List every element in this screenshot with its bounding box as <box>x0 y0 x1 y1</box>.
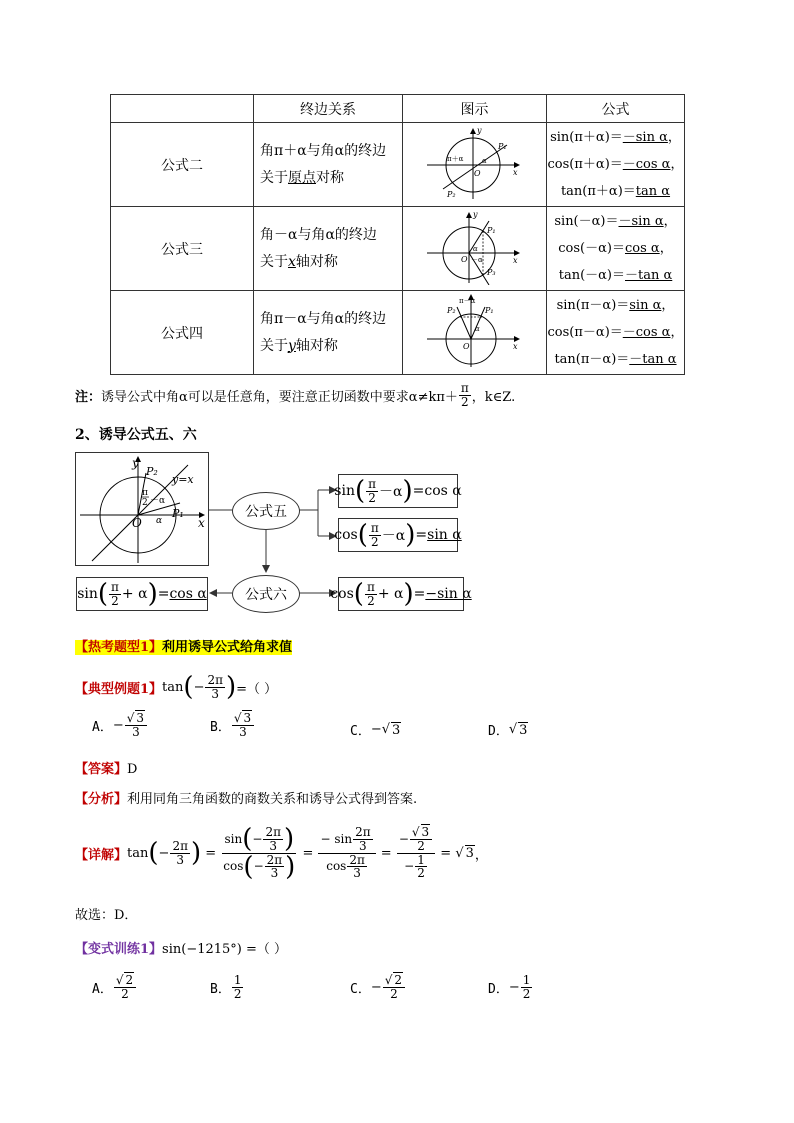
point-label: P₂ <box>146 465 158 478</box>
numerator: π <box>366 579 375 594</box>
analysis-text: 利用同角三角函数的商数关系和诱导公式得到答案. <box>127 792 418 807</box>
numerator: 1 <box>233 973 242 987</box>
minus-sign: − <box>193 679 205 695</box>
formula-answer: －sin α <box>622 130 668 145</box>
formula-text: cos(－α)＝ <box>558 241 625 256</box>
fraction <box>263 826 283 852</box>
fraction <box>415 854 427 880</box>
relation-answer: y <box>288 337 296 354</box>
option-c <box>350 974 406 1000</box>
denominator <box>324 854 370 880</box>
formula-box-sin-pi-half-plus: sin ( $\frac{\pi}{2}$ + α ) = cos α <box>77 579 207 609</box>
conclusion-line: 故选：D． <box>75 908 138 923</box>
fraction <box>347 854 367 880</box>
relation-text: 轴对称 <box>295 253 338 270</box>
formula-text: tan(π＋α)＝ <box>560 184 636 199</box>
fraction <box>366 478 378 504</box>
angle-label: 2 <box>142 498 148 508</box>
point-label: P₂ <box>446 305 456 315</box>
axis-label: y <box>476 125 482 135</box>
point-label: P₂ <box>446 189 456 199</box>
denominator: 2 <box>111 593 119 608</box>
denominator: 2 <box>390 986 398 1001</box>
big-fraction <box>318 826 375 879</box>
formula-answer: cos α <box>624 241 660 256</box>
fn-name: cos <box>334 527 358 543</box>
denominator: 3 <box>359 838 367 853</box>
minus-sign: − <box>253 859 264 874</box>
answer-value: D <box>127 762 138 777</box>
fn-name: cos <box>330 586 354 602</box>
radicand: 3 <box>421 825 430 840</box>
option-b <box>210 712 255 738</box>
formula-answer: cos α <box>169 586 207 602</box>
angle-label: π <box>142 488 148 498</box>
relation-text: 关于 <box>260 253 288 270</box>
formula-answer: cos α <box>424 483 462 499</box>
denominator: 3 <box>353 866 361 881</box>
axis-label: y <box>472 209 478 219</box>
formula-answer: −sin α <box>425 586 472 602</box>
formula-line: cos(π－α)＝－cos α， <box>547 325 684 340</box>
angle-label: π＋α <box>446 154 463 163</box>
formula-line: cos(－α)＝cos α， <box>558 241 673 256</box>
fraction <box>125 712 147 738</box>
numerator: π <box>111 579 119 594</box>
numerator: √ 3 <box>232 712 254 726</box>
axis-label: x <box>512 167 518 177</box>
detail-line: 【详解】 tan ( − $\frac{2\pi}{3}$ ) = sin ( − $\frac{2\pi}{3}$ ) cos ( − $\frac{2\pi}{3}$ ) = − sin $\frac{2\pi}{3}$ cos $\frac{2\pi}{3}$ = − $\frac{√ 3}{2}$ − $\frac{1}{2}$ = √ 3 ， <box>75 824 488 882</box>
formula-line: sin(－α)＝－sin α， <box>554 214 677 229</box>
fn-name: sin <box>334 832 353 847</box>
angle-label: －α <box>150 496 166 506</box>
formula-line: cos(π＋α)＝－cos α， <box>547 157 684 172</box>
expr-rest: －α <box>379 484 403 500</box>
example-label: 【典型例题1】 <box>75 681 163 697</box>
equals: = <box>412 483 425 499</box>
minus-sign: − <box>112 717 124 733</box>
denominator: cos ( − $\frac{2\pi}{3}$ ) <box>223 851 296 882</box>
numerator: π <box>368 476 377 491</box>
denominator: 3 <box>270 866 279 881</box>
numerator <box>318 826 375 853</box>
radicand: 3 <box>392 722 401 738</box>
denominator: 2 <box>367 593 375 608</box>
big-fraction <box>221 824 297 882</box>
formula-text: sin(π＋α)＝ <box>550 130 623 145</box>
relation-text: 对称 <box>316 169 344 186</box>
numerator: 2π <box>265 825 281 840</box>
denominator: 2 <box>522 986 531 1001</box>
hot-type-label: 【热考题型1】 <box>75 640 163 655</box>
axis-label: x <box>198 516 205 530</box>
fraction <box>109 581 121 607</box>
formula-answer: －tan α <box>629 352 677 367</box>
formula-text: tan(－α)＝ <box>558 268 625 283</box>
formula-answer: －cos α <box>622 157 671 172</box>
numerator: sin ( − $\frac{2\pi}{3}$ ) <box>224 824 295 855</box>
note-text: ，k∈Z. <box>471 389 516 405</box>
fraction <box>170 840 190 866</box>
variant-question <box>75 938 287 957</box>
denominator <box>402 854 430 880</box>
option-a <box>92 974 137 1000</box>
formula-text: cos(π＋α)＝ <box>547 157 623 172</box>
fraction <box>232 712 254 738</box>
minus-sign: − <box>370 979 382 995</box>
denominator: 2 <box>233 986 242 1001</box>
fn-name: cos <box>223 859 244 874</box>
comma: ， <box>474 847 488 863</box>
note-label: 注： <box>75 389 102 405</box>
denominator: 3 <box>211 686 220 701</box>
origin-label: O <box>462 341 470 351</box>
numerator: 1 <box>522 973 531 987</box>
formula-six-node: 公式六 <box>232 575 300 613</box>
numerator: 2π <box>266 852 283 867</box>
origin-label: O <box>473 168 481 178</box>
formula-answer: －cos α <box>622 325 671 340</box>
numerator: 2π <box>207 673 223 687</box>
formula-line: sin(π－α)＝sin α， <box>556 298 675 313</box>
fn-name: tan <box>162 679 184 695</box>
radicand: 3 <box>465 846 474 861</box>
point-label: P₁ <box>484 305 494 315</box>
origin-label: O <box>132 516 142 530</box>
numerator: √ 3 <box>125 712 147 726</box>
numerator <box>397 826 435 853</box>
line-label: y=x <box>172 473 194 486</box>
hot-type-heading <box>75 636 292 655</box>
hot-type-highlight <box>75 640 292 655</box>
formula-answer: tan α <box>635 184 671 199</box>
relation-text: 关于 <box>260 169 288 186</box>
analysis-label: 【分析】 <box>75 792 128 807</box>
section-title: 2、诱导公式五、六 <box>75 427 197 443</box>
analysis-line <box>75 788 417 807</box>
option-c: C． − √ 3 <box>350 722 401 739</box>
fn-name: sin <box>77 586 98 602</box>
table-header-cell: 公式 <box>547 95 685 123</box>
option-letter: B． <box>210 981 231 997</box>
formula-name: 公式三 <box>111 207 254 291</box>
formula-box-cos-pi-half-plus: cos ( $\frac{\pi}{2}$ + α ) = −sin α <box>330 579 472 609</box>
denominator: 2 <box>417 866 425 881</box>
fn-name: tan <box>127 845 149 861</box>
fraction <box>410 826 432 852</box>
question-tail: =（ ） <box>236 681 278 697</box>
formula-box-sin-pi-half-minus: sin ( $\frac{\pi}{2}$ －α ) = cos α <box>334 476 462 506</box>
origin-label: O <box>460 254 468 264</box>
option-b <box>210 974 244 1000</box>
answer-label: 【答案】 <box>75 762 128 777</box>
minus-sign: − <box>398 832 409 847</box>
relation-answer: x <box>288 253 296 270</box>
hot-type-title: 利用诱导公式给角求值 <box>162 640 293 655</box>
numerator: √ 2 <box>383 974 405 988</box>
fraction <box>353 826 373 852</box>
answer-line <box>75 758 137 777</box>
minus-sign: − <box>252 832 263 847</box>
radicand: 2 <box>125 973 134 987</box>
note-text: 诱导公式中角α可以是任意角，要注意正切函数中要求α≠kπ＋ <box>101 389 458 405</box>
expr-rest: －α <box>381 528 406 544</box>
formula-text: sin(－α)＝ <box>554 214 619 229</box>
numerator: π <box>460 381 469 395</box>
formula-text: cos(π－α)＝ <box>547 325 623 340</box>
relation-answer: 原点 <box>288 169 316 186</box>
fraction <box>369 522 381 548</box>
denominator: 2 <box>417 838 425 853</box>
minus-sign: − <box>158 845 170 861</box>
denominator: 2 <box>461 394 469 409</box>
minus-sign: − <box>320 832 331 847</box>
radicand: 3 <box>243 711 252 725</box>
relation-text: 轴对称 <box>295 337 338 354</box>
point-label: P₁ <box>172 507 184 520</box>
option-letter: A． <box>92 981 113 997</box>
point-label: P₁ <box>497 141 507 151</box>
fn-name: sin <box>334 483 355 499</box>
radicand: 3 <box>136 711 145 725</box>
formula-answer: sin α <box>427 527 462 543</box>
formula-five-node: 公式五 <box>232 492 300 530</box>
fraction <box>521 974 533 1000</box>
option-letter: C． <box>350 981 371 997</box>
formula-name: 公式二 <box>111 123 254 207</box>
formula-answer: sin α <box>629 298 662 313</box>
minus-sign: − <box>404 859 415 874</box>
formula-text: tan(π－α)＝ <box>554 352 630 367</box>
variant-expression: sin(−1215°) =（ ） <box>162 942 288 957</box>
big-fraction <box>397 826 435 879</box>
angle-label: α <box>481 156 487 165</box>
angle-label: α <box>474 324 480 333</box>
minus-sign: − <box>370 722 382 737</box>
option-d <box>488 974 533 1000</box>
denominator: 3 <box>269 838 278 853</box>
denominator: 2 <box>371 534 379 549</box>
option-a <box>92 712 148 738</box>
fn-name: cos <box>326 859 347 874</box>
option-letter: D． <box>488 724 509 739</box>
table-header-cell: 终边关系 <box>254 95 403 123</box>
formula-text: sin(π－α)＝ <box>556 298 630 313</box>
numerator: 1 <box>417 852 425 867</box>
axis-label: x <box>512 341 518 351</box>
equals: = <box>415 527 428 543</box>
numerator: π <box>370 520 379 535</box>
table-header-cell: 图示 <box>403 95 547 123</box>
equals: = <box>413 586 426 602</box>
fraction <box>205 674 225 700</box>
formula-answer: －tan α <box>625 268 673 283</box>
option-d: D． √ 3 <box>488 722 528 739</box>
relation-line: 角π－α与角α的终边 <box>260 310 387 327</box>
axis-label: x <box>512 255 518 265</box>
detail-label: 【详解】 <box>75 847 128 863</box>
fraction <box>114 974 136 1000</box>
denominator: 2 <box>368 490 376 505</box>
option-letter: C． <box>350 724 371 739</box>
numerator: √ 2 <box>114 974 136 988</box>
angle-label: α <box>472 244 478 253</box>
fraction <box>232 974 244 1000</box>
denominator: 2 <box>121 986 129 1001</box>
axis-label: y <box>132 456 139 470</box>
option-letter: D． <box>488 981 509 997</box>
point-label: P₁ <box>486 225 496 235</box>
fraction <box>383 974 405 1000</box>
fn-name: sin <box>224 832 243 847</box>
formula-box-cos-pi-half-minus: cos ( $\frac{\pi}{2}$ －α ) = sin α <box>334 520 462 550</box>
relation-line: 角－α与角α的终边 <box>260 226 377 243</box>
radicand: 2 <box>394 973 403 987</box>
formula-line: sin(π＋α)＝－sin α， <box>550 130 681 145</box>
variant-label: 【变式训练1】 <box>75 942 163 957</box>
numerator: √ 3 <box>410 826 432 840</box>
minus-sign: − <box>508 979 520 995</box>
fraction <box>365 581 377 607</box>
denominator: 3 <box>132 724 140 739</box>
relation-line: 角π＋α与角α的终边 <box>260 142 387 159</box>
relation-text: 关于 <box>260 337 288 354</box>
formula-answer: －sin α <box>618 214 664 229</box>
point-label: P₃ <box>486 267 496 277</box>
radicand: 3 <box>519 722 528 738</box>
equals: = <box>157 586 170 602</box>
expr-rest: + α <box>121 586 148 602</box>
numerator: 2π <box>355 825 371 840</box>
option-letter: B． <box>210 719 231 735</box>
option-letter: A． <box>92 719 113 735</box>
angle-label: －α <box>470 255 483 264</box>
expr-rest: + α <box>377 586 404 602</box>
angle-label: π－α <box>458 296 475 305</box>
denominator: 3 <box>176 852 185 867</box>
numerator: 2π <box>172 838 188 853</box>
angle-label: α <box>156 516 163 526</box>
formula-name: 公式四 <box>111 291 254 375</box>
denominator: 3 <box>239 724 247 739</box>
numerator: 2π <box>349 852 365 867</box>
fraction <box>265 854 285 880</box>
example-question: 【典型例题1】 tan ( − $\frac{2\pi}{3}$ ) =（ ） <box>75 672 278 703</box>
